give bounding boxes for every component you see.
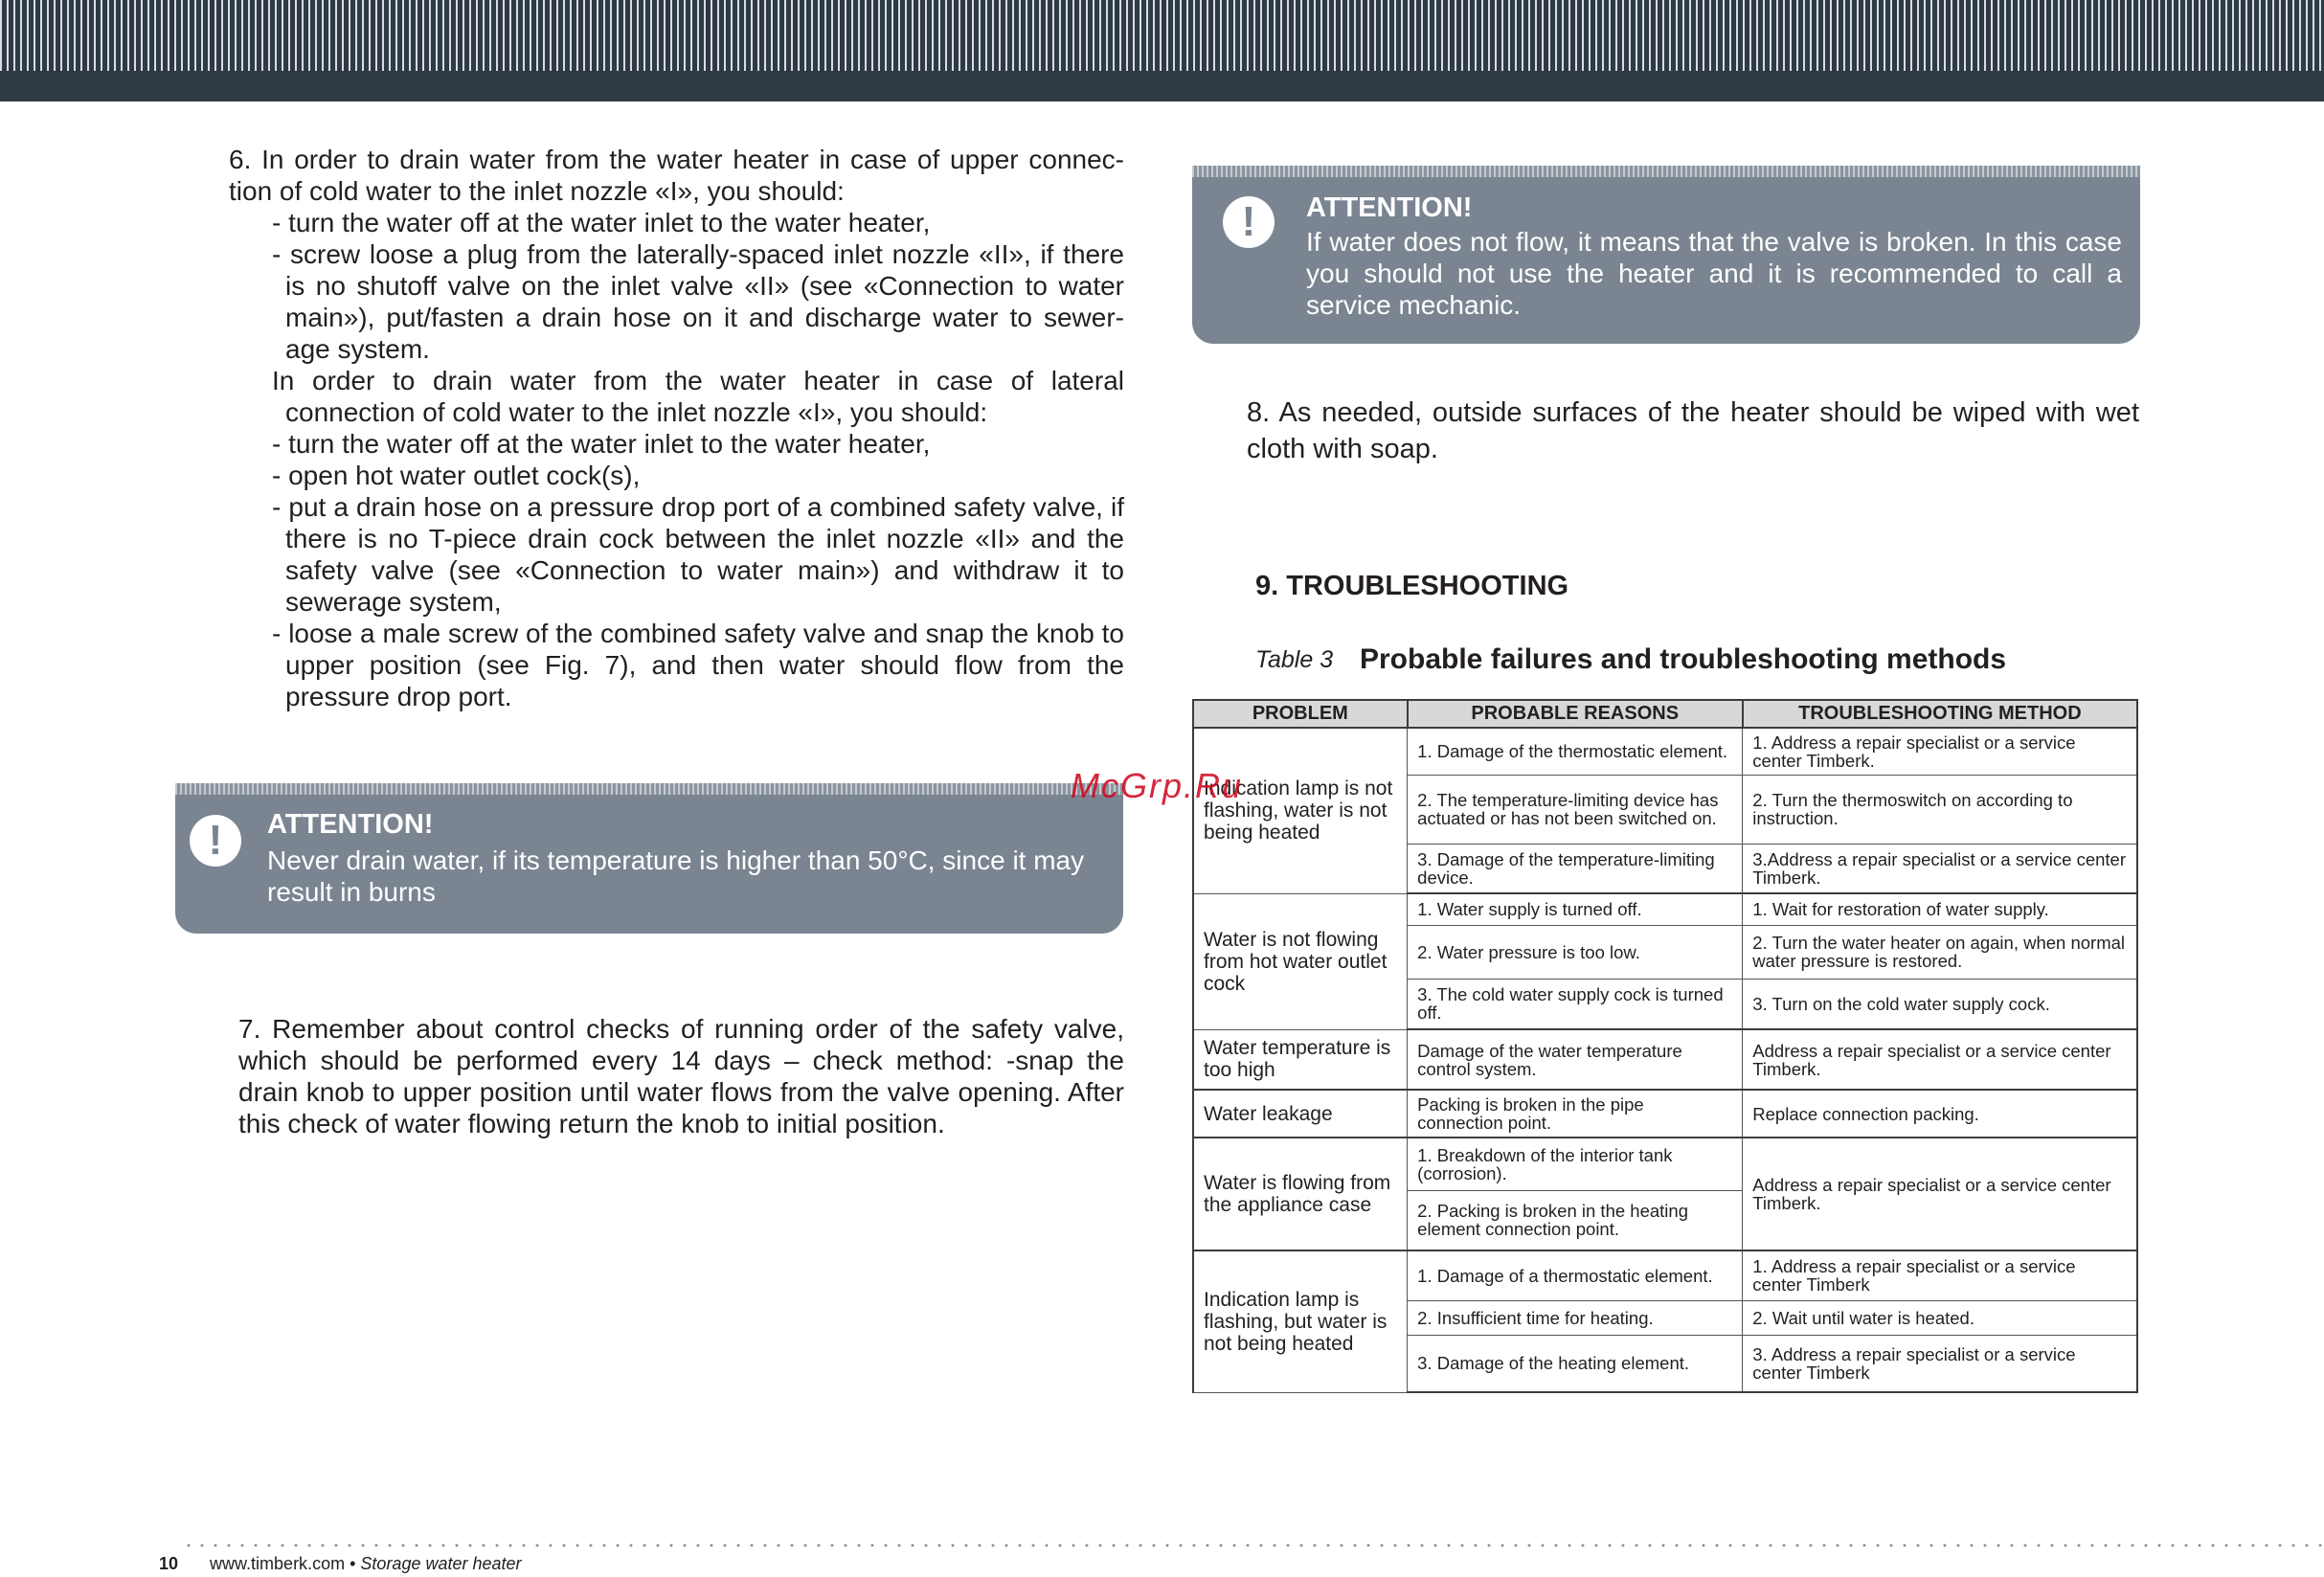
reason-cell: 3. The cold water supply cock is turned off. [1408, 979, 1743, 1029]
watermark: McGrp.Ru [1071, 766, 1244, 805]
reason-cell: 2. Water pressure is too low. [1408, 925, 1743, 979]
table-row [1193, 1138, 2137, 1190]
table-row [1193, 893, 2137, 925]
problem-cell: Water is not flowing from hot water outlet cock [1193, 893, 1408, 1029]
method-cell: Address a repair specialist or a service center Timberk. [1743, 1029, 2137, 1090]
table-row [1193, 1090, 2137, 1138]
item6-lateral: In order to drain water from the water heater in case of lateral connection of cold water to the inlet nozzle «I», you should: [272, 366, 1124, 427]
item6-step: - turn the water off at the water inlet to the water heater, [272, 208, 931, 237]
footer-dotted-line [182, 1543, 2324, 1547]
footer-site: www.timberk.com [210, 1554, 346, 1573]
attention-notice-right [1192, 166, 2140, 344]
notice-title: ATTENTION! [267, 809, 434, 840]
notice-body: If water does not flow, it means that the valve is broken. In this case you should not use the heater and it is recommended to call a service mechanic. [1306, 227, 2122, 320]
item7: 7. Remember about control checks of running order of the safety valve, which should be performed every 14 days – check method: -snap the drain knob to upper position until water flows from the valve opening. After this check of water flowing return the knob to initial position. [238, 1014, 1124, 1138]
problem-cell: Water is flowing from the appliance case [1193, 1138, 1408, 1250]
reason-cell: 3. Damage of the temperature-limiting device. [1408, 844, 1743, 893]
page-number: 10 [159, 1554, 179, 1573]
reason-cell: 1. Breakdown of the interior tank (corrosion). [1408, 1138, 1743, 1190]
problem-cell: Water leakage [1193, 1090, 1408, 1138]
problem-cell: Indication lamp is flashing, but water is not being heated [1193, 1250, 1408, 1392]
method-cell: Address a repair specialist or a service center Timberk. [1743, 1138, 2137, 1250]
method-cell: Replace connection packing. [1743, 1090, 2137, 1138]
method-cell: 2. Turn the water heater on again, when normal water pressure is restored. [1743, 925, 2137, 979]
footer-separator: • [350, 1554, 356, 1573]
method-cell: 3.Address a repair specialist or a service center Timberk. [1743, 844, 2137, 893]
method-cell: 2. Turn the thermoswitch on according to instruction. [1743, 775, 2137, 844]
item6-step: - loose a male screw of the combined safety valve and snap the knob to upper position (see Fig. 7), and then water should flow from the pressure drop port. [272, 619, 1124, 711]
footer [159, 1554, 522, 1574]
reason-cell: 2. Packing is broken in the heating element connection point. [1408, 1190, 1743, 1250]
method-cell: 1. Wait for restoration of water supply. [1743, 893, 2137, 925]
reason-cell: Damage of the water temperature control system. [1408, 1029, 1743, 1090]
table-row [1193, 728, 2137, 775]
reason-cell: 2. Insufficient time for heating. [1408, 1300, 1743, 1335]
item6-step: - open hot water outlet cock(s), [272, 461, 641, 490]
reason-cell: 3. Damage of the heating element. [1408, 1335, 1743, 1392]
method-cell: 1. Address a repair specialist or a service center Timberk. [1743, 728, 2137, 775]
table-row [1193, 1250, 2137, 1300]
method-cell: 2. Wait until water is heated. [1743, 1300, 2137, 1335]
problem-cell: Indication lamp is not flashing, water is not being heated [1193, 728, 1408, 893]
notice-body: Never drain water, if its temperature is higher than 50°C, since it may result in burns [267, 845, 1085, 907]
table-row [1193, 1029, 2137, 1090]
troubleshooting-table [1192, 699, 2138, 1393]
item6-step: - turn the water off at the water inlet to the water heater, [272, 429, 931, 459]
notice-title: ATTENTION! [1306, 192, 1473, 223]
exclamation-icon: ! [1223, 196, 1275, 248]
notice-hatch [175, 783, 1123, 795]
table-title: Probable failures and troubleshooting methods [1360, 643, 2007, 675]
reason-cell: 2. The temperature-limiting device has actuated or has not been switched on. [1408, 775, 1743, 844]
item6-step: - screw loose a plug from the laterally-spaced inlet nozzle «II», if there is no shutoff valve on the inlet valve «II» (see «Connection to water main»), put/fasten a drain hose on it and discharge water to sewer- age system. [272, 239, 1124, 364]
header-problem: PROBLEM [1193, 700, 1408, 728]
header-reasons: PROBABLE REASONS [1408, 700, 1743, 728]
method-cell: 3. Turn on the cold water supply cock. [1743, 979, 2137, 1029]
item6-intro: 6. In order to drain water from the water heater in case of upper connec- tion of cold water to the inlet nozzle «I», you should: [229, 145, 1124, 206]
notice-hatch [1192, 166, 2140, 177]
method-cell: 1. Address a repair specialist or a service center Timberk [1743, 1250, 2137, 1300]
attention-notice-left [175, 783, 1123, 934]
exclamation-icon: ! [190, 815, 241, 867]
left-column [229, 144, 1124, 712]
table-label: Table 3 [1255, 646, 1334, 673]
reason-cell: 1. Water supply is turned off. [1408, 893, 1743, 925]
header-method: TROUBLESHOOTING METHOD [1743, 700, 2137, 728]
method-cell: 3. Address a repair specialist or a service center Timberk [1743, 1335, 2137, 1392]
section-title: 9. TROUBLESHOOTING [1255, 571, 1569, 601]
item8: 8. As needed, outside surfaces of the heater should be wiped with wet cloth with soap. [1247, 397, 2139, 464]
header-stripes [0, 0, 2324, 71]
footer-subtitle: Storage water heater [360, 1554, 522, 1573]
problem-cell: Water temperature is too high [1193, 1029, 1408, 1090]
header-bar [0, 0, 2324, 101]
reason-cell: 1. Damage of a thermostatic element. [1408, 1250, 1743, 1300]
reason-cell: Packing is broken in the pipe connection point. [1408, 1090, 1743, 1138]
table-header-row [1193, 700, 2137, 728]
reason-cell: 1. Damage of the thermostatic element. [1408, 728, 1743, 775]
item6-step: - put a drain hose on a pressure drop port of a combined safety valve, if there is no T-piece drain cock between the inlet nozzle «II» and the safety valve (see «Connection to water main») and withdraw it to sewerage system, [272, 492, 1124, 617]
